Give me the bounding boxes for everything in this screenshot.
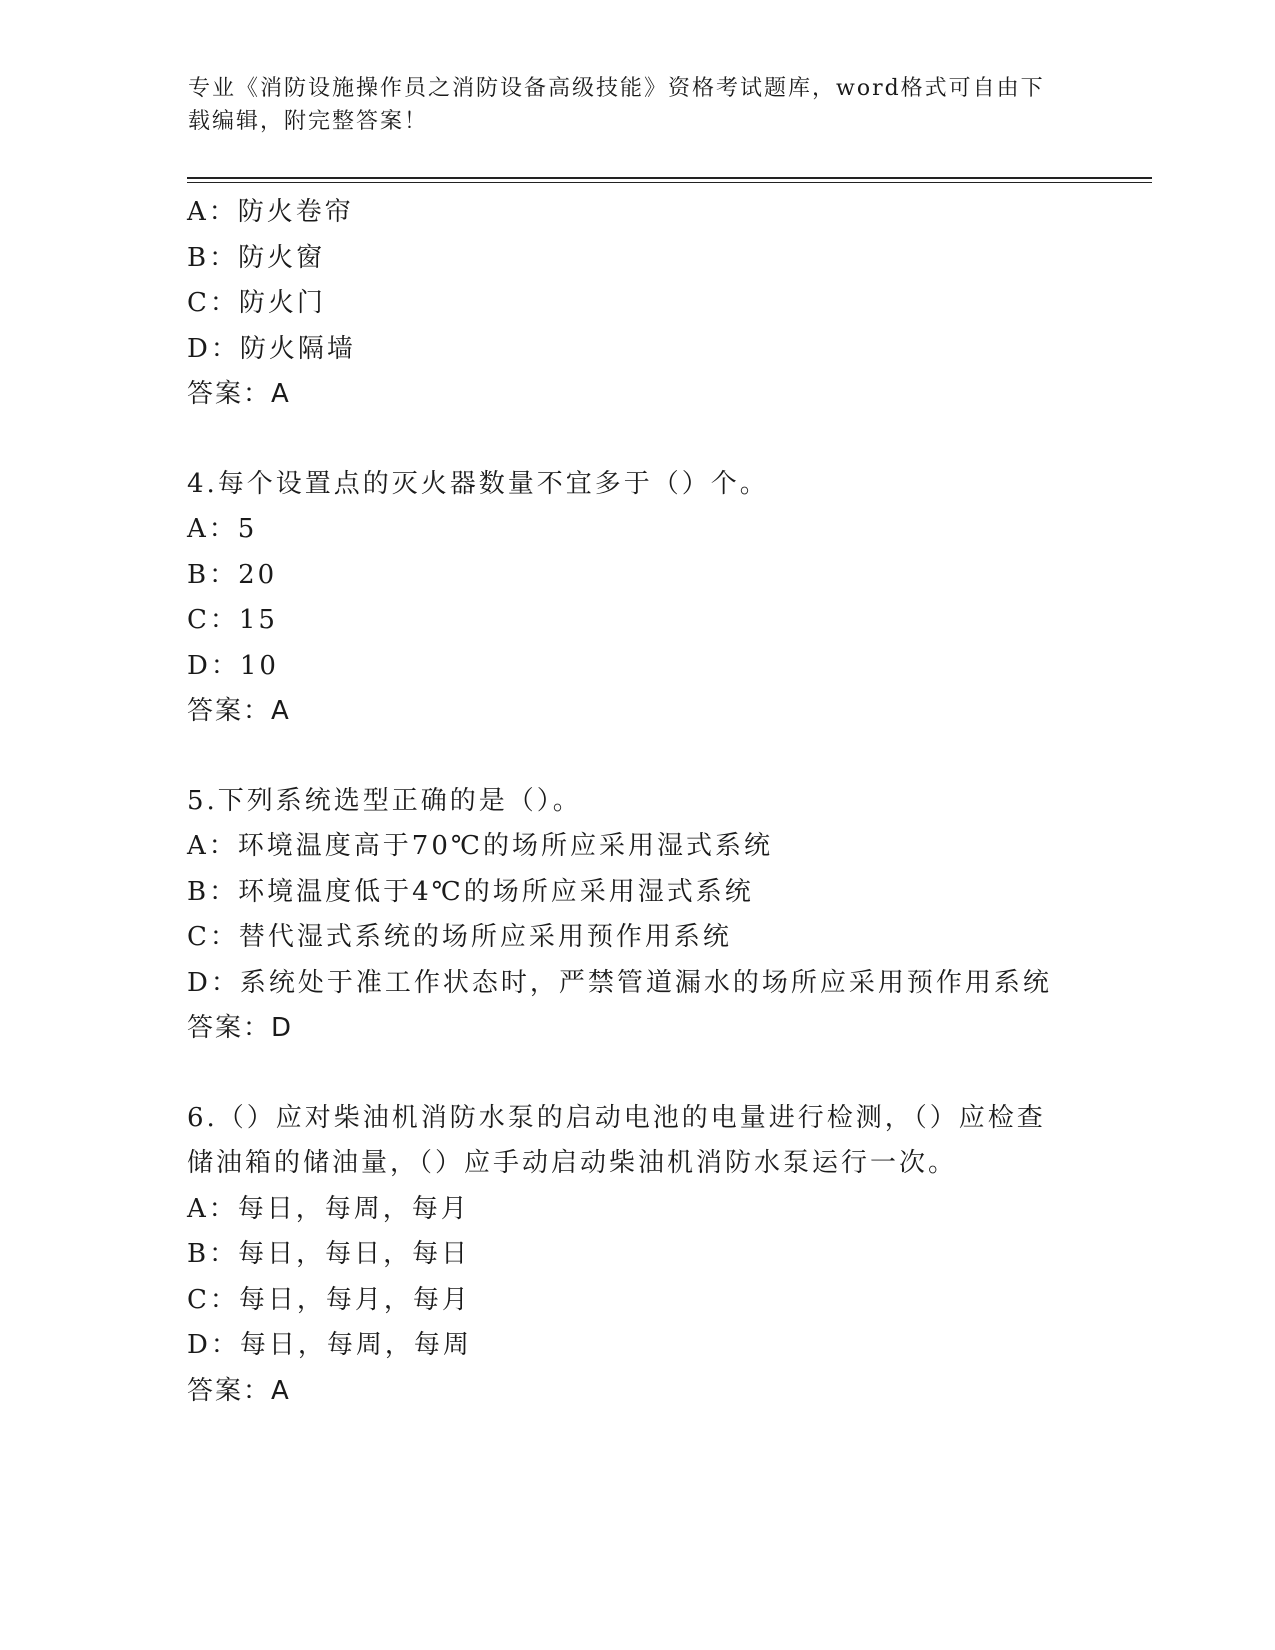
option-d: D：系统处于准工作状态时，严禁管道漏水的场所应采用预作用系统 <box>187 967 1052 998</box>
question-stem: 5.下列系统选型正确的是（）。 <box>187 785 582 816</box>
question-5 <box>187 779 1087 1052</box>
option-c: C：防火门 <box>187 288 326 318</box>
answer-line: 答案：A <box>187 379 291 409</box>
option-d: D：10 <box>187 650 279 681</box>
option-b: B：20 <box>187 559 278 590</box>
answer-line: 答案：A <box>187 1375 291 1406</box>
header-divider-thin <box>187 182 1152 183</box>
header-divider-thick <box>187 177 1152 179</box>
option-c: C：15 <box>187 605 278 635</box>
answer-line: 答案：D <box>187 1013 294 1043</box>
option-c: C：替代湿式系统的场所应采用预作用系统 <box>187 922 732 952</box>
option-a: A：5 <box>187 514 258 544</box>
question-stem: 4.每个设置点的灭火器数量不宜多于（）个。 <box>187 468 769 499</box>
document-header: 专业《消防设施操作员之消防设备高级技能》资格考试题库，word格式可自由下载编辑，附完整答案！ <box>188 76 1045 134</box>
spacer <box>187 735 1087 779</box>
option-a: A：每日，每周，每月 <box>187 1193 470 1224</box>
question-4 <box>187 462 1087 735</box>
question-3 <box>187 190 1087 418</box>
option-d: D：每日，每周，每周 <box>187 1330 472 1360</box>
question-stem: 6.（）应对柴油机消防水泵的启动电池的电量进行检测，（）应检查储油箱的储油量，（）应手动启动柴油机消防水泵运行一次。 <box>187 1102 1046 1178</box>
option-a: A：环境温度高于70℃的场所应采用湿式系统 <box>187 831 773 861</box>
spacer <box>187 1052 1087 1096</box>
answer-line: 答案：A <box>187 696 291 726</box>
option-b: B：每日，每日，每日 <box>187 1239 471 1269</box>
option-a: A：防火卷帘 <box>187 197 354 227</box>
option-c: C：每日，每月，每月 <box>187 1284 471 1315</box>
spacer <box>187 418 1087 462</box>
option-b: B：环境温度低于4℃的场所应采用湿式系统 <box>187 876 754 907</box>
question-list <box>187 190 1087 1414</box>
question-6 <box>187 1096 1087 1415</box>
option-d: D：防火隔墙 <box>187 333 356 364</box>
option-b: B：防火窗 <box>187 242 326 273</box>
